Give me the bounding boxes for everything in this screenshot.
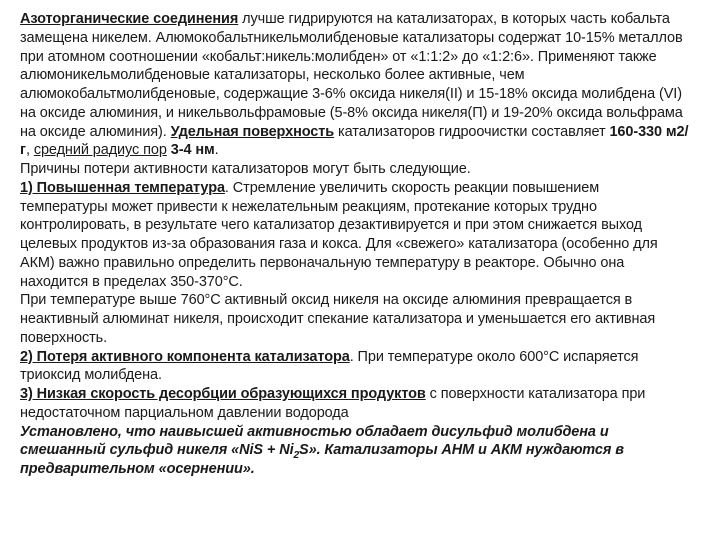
paragraph-conclusion — [20, 423, 690, 479]
cause-heading: 2) Потеря активного компонента катализатора — [20, 348, 350, 365]
cause-high-temperature — [20, 179, 690, 292]
cause-low-desorption-rate — [20, 385, 690, 423]
cause-heading: 3) Низкая скорость десорбции образующихся продуктов — [20, 386, 426, 402]
cause-text: . Стремление увеличить скорость реакции повышением температуры может привести к нежелательным реакциям, протекание которых трудно контролировать, в результате чего катализатор дезактивируется и при этом снижается выход целевых продуктов из-за образования газа и кокса. Для «свежего» катализатора (особенно для АКМ) важно правильно определить первоначальную температуру в реакторе. Обычно она находится в пределах 350-370°С. — [20, 179, 658, 290]
paragraph-text: , — [25, 142, 34, 159]
conclusion-text: S». Катализаторы АНМ и АКМ нуждаются в предварительном «осернении». — [20, 442, 624, 477]
paragraph-text: Причины потери активности катализаторов могут быть следующие. — [20, 161, 471, 177]
term-nitrogen-organic-compounds: Азоторганические соединения — [20, 11, 239, 27]
paragraph-nitrogen-compounds — [20, 10, 690, 160]
paragraph-text: При температуре выше 760°С активный оксид никеля на оксиде алюминия превращается в неактивный алюминат никеля, происходит спекание катализатора и уменьшается его активная поверхность. — [20, 292, 656, 346]
conclusion-text: Установлено, что наивысшей активностью обладает дисульфид молибдена и смешанный сульфид никеля «NiS + Ni — [20, 423, 609, 459]
surface-value: 160-330 м2/г — [20, 123, 689, 159]
subscript-two: 2 — [293, 450, 300, 462]
cause-text: с поверхности катализатора при недостаточном парциальном давлении водорода — [20, 386, 646, 421]
paragraph-text: . — [214, 142, 219, 159]
cause-heading: 1) Повышенная температура — [20, 179, 225, 196]
paragraph-nickel-aluminate — [20, 291, 690, 347]
paragraph-text: лучше гидрируются на катализаторах, в которых часть кобальта замещена никелем. Алюмокобальтникельмолибденовые катализаторы содержат 10-15% металлов при атомном соотношении «кобальт:никель:молибден» от «1:1:2» до «1:2:6». Применяют также алюмоникельмолибденовые катализаторы, несколько более активные, чем алюмокобальтмолибденовые, содержащие 3-6% оксида никеля(II) и 15-18% оксида молибдена (VI) на оксиде алюминия, и никельвольфрамовые (5-8% оксида никеля(П) и 19-20% оксида вольфрама на оксиде алюминия). — [20, 11, 683, 140]
pore-radius-value: 3-4 нм — [170, 142, 215, 159]
cause-active-component-loss — [20, 348, 690, 386]
document-text — [20, 10, 690, 479]
paragraph-deactivation-causes — [20, 160, 690, 179]
term-specific-surface: Удельная поверхность — [170, 123, 335, 140]
cause-text: . При температуре около 600°С испаряется триоксид молибдена. — [20, 348, 639, 384]
paragraph-text: катализаторов гидроочистки составляет — [334, 123, 610, 140]
term-mean-pore-radius: средний радиус пор — [33, 142, 167, 159]
